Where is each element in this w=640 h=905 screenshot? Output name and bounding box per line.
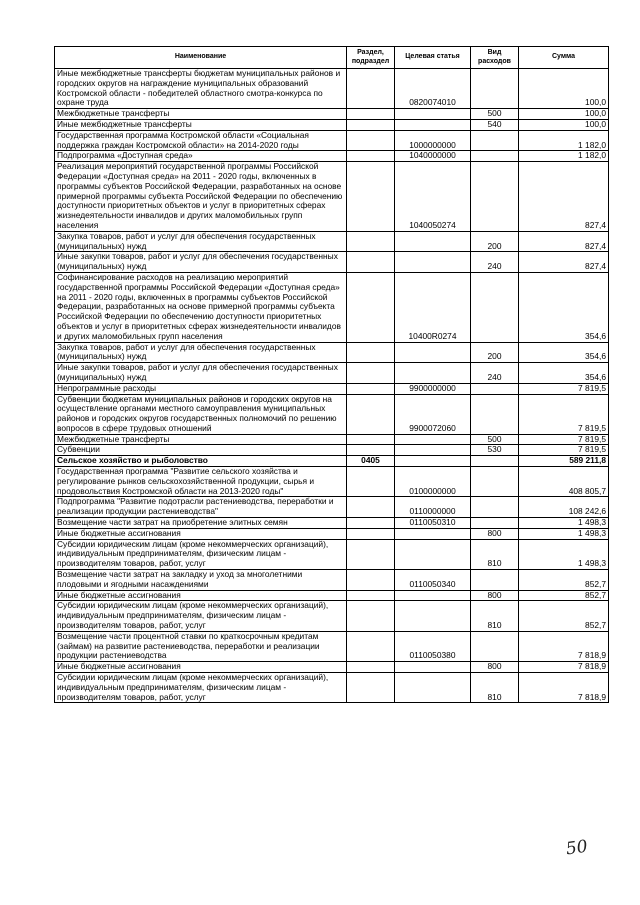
- page-number: 50: [564, 836, 589, 860]
- row-kind-cell: 530: [471, 445, 519, 456]
- row-article-cell: 9900000000: [395, 383, 471, 394]
- row-kind-cell: [471, 467, 519, 497]
- row-sum-cell: 1 498,3: [519, 518, 609, 529]
- row-article-cell: [395, 363, 471, 384]
- row-section-cell: [347, 363, 395, 384]
- row-sum-cell: 108 242,6: [519, 497, 609, 518]
- row-kind-cell: [471, 570, 519, 591]
- row-kind-cell: 810: [471, 673, 519, 703]
- budget-sheet: [54, 46, 608, 703]
- row-section-cell: [347, 130, 395, 151]
- row-kind-cell: 800: [471, 662, 519, 673]
- row-section-cell: [347, 109, 395, 120]
- row-section-cell: [347, 518, 395, 529]
- row-sum-cell: 7 819,5: [519, 434, 609, 445]
- row-kind-cell: [471, 631, 519, 661]
- table-row: [55, 590, 609, 601]
- row-article-cell: [395, 601, 471, 631]
- row-article-cell: 1040050274: [395, 162, 471, 232]
- row-name-cell: Закупка товаров, работ и услуг для обеспечения государственных (муниципальных) нужд: [55, 342, 347, 363]
- row-section-cell: [347, 590, 395, 601]
- row-kind-cell: 810: [471, 601, 519, 631]
- row-sum-cell: 100,0: [519, 119, 609, 130]
- table-row: [55, 130, 609, 151]
- row-section-cell: [347, 570, 395, 591]
- header-name: Наименование: [55, 47, 347, 69]
- table-row: [55, 383, 609, 394]
- row-name-cell: Межбюджетные трансферты: [55, 109, 347, 120]
- row-name-cell: Государственная программа "Развитие сельского хозяйства и регулирование рынков сельскохозяйственной продукции, сырья и продовольствия Костромской области на 2013-2020 годы": [55, 467, 347, 497]
- table-row: [55, 231, 609, 252]
- table-row: [55, 456, 609, 467]
- row-article-cell: 10400R0274: [395, 272, 471, 342]
- header-sum: Сумма: [519, 47, 609, 69]
- row-kind-cell: 240: [471, 252, 519, 273]
- row-sum-cell: 7 818,9: [519, 631, 609, 661]
- row-kind-cell: 810: [471, 539, 519, 569]
- row-section-cell: [347, 497, 395, 518]
- row-section-cell: [347, 231, 395, 252]
- row-kind-cell: 500: [471, 434, 519, 445]
- row-name-cell: Иные бюджетные ассигнования: [55, 528, 347, 539]
- row-article-cell: 9900072060: [395, 394, 471, 434]
- row-article-cell: 1000000000: [395, 130, 471, 151]
- row-sum-cell: 827,4: [519, 252, 609, 273]
- table-row: [55, 162, 609, 232]
- row-kind-cell: [471, 518, 519, 529]
- row-name-cell: Реализация мероприятий государственной программы Российской Федерации «Доступная среда» на 2011 - 2020 годы, включенных в программы субъектов Российской Федерации, разработанных на основе примерной программы субъекта Российской Федерации по обеспечению доступности приоритетных объектов и услуг в приоритетных сферах жизнедеятельности инвалидов и других маломобильных групп населения: [55, 162, 347, 232]
- row-sum-cell: 852,7: [519, 601, 609, 631]
- row-sum-cell: 7 819,5: [519, 383, 609, 394]
- row-article-cell: [395, 528, 471, 539]
- table-row: [55, 570, 609, 591]
- row-article-cell: 0110000000: [395, 497, 471, 518]
- row-name-cell: Сельское хозяйство и рыболовство: [55, 456, 347, 467]
- row-name-cell: Государственная программа Костромской области «Социальная поддержка граждан Костромской области» на 2014-2020 годы: [55, 130, 347, 151]
- table-row: [55, 394, 609, 434]
- row-article-cell: [395, 434, 471, 445]
- row-sum-cell: 1 498,3: [519, 528, 609, 539]
- row-sum-cell: 7 818,9: [519, 662, 609, 673]
- row-section-cell: [347, 151, 395, 162]
- row-name-cell: Софинансирование расходов на реализацию мероприятий государственной программы Российской Федерации «Доступная среда» на 2011 - 2020 годы, включенных в программы субъектов Российской Федерации, разработанных на основе примерной программы субъекта Российской Федерации по обеспечению доступности приоритетных объектов и услуг в приоритетных сферах жизнедеятельности инвалидов и других маломобильных групп населения: [55, 272, 347, 342]
- table-body: [55, 69, 609, 703]
- table-row: [55, 434, 609, 445]
- row-section-cell: [347, 528, 395, 539]
- row-sum-cell: 827,4: [519, 231, 609, 252]
- row-name-cell: Субсидии юридическим лицам (кроме некоммерческих организаций), индивидуальным предпринимателям, физическим лицам - производителям товаров, работ, услуг: [55, 673, 347, 703]
- header-section: Раздел, подраздел: [347, 47, 395, 69]
- row-article-cell: [395, 231, 471, 252]
- table-row: [55, 662, 609, 673]
- row-sum-cell: 1 498,3: [519, 539, 609, 569]
- row-kind-cell: [471, 383, 519, 394]
- row-article-cell: 1040000000: [395, 151, 471, 162]
- row-name-cell: Иные межбюджетные трансферты: [55, 119, 347, 130]
- row-article-cell: 0820074010: [395, 69, 471, 109]
- row-kind-cell: 540: [471, 119, 519, 130]
- table-row: [55, 518, 609, 529]
- row-section-cell: [347, 662, 395, 673]
- row-kind-cell: 800: [471, 528, 519, 539]
- row-article-cell: 0110050380: [395, 631, 471, 661]
- row-article-cell: [395, 590, 471, 601]
- row-section-cell: [347, 383, 395, 394]
- row-section-cell: [347, 467, 395, 497]
- row-name-cell: Межбюджетные трансферты: [55, 434, 347, 445]
- row-kind-cell: [471, 456, 519, 467]
- row-article-cell: [395, 662, 471, 673]
- row-sum-cell: 354,6: [519, 363, 609, 384]
- table-row: [55, 673, 609, 703]
- row-sum-cell: 7 818,9: [519, 673, 609, 703]
- row-sum-cell: 100,0: [519, 69, 609, 109]
- row-kind-cell: 500: [471, 109, 519, 120]
- table-row: [55, 445, 609, 456]
- row-article-cell: [395, 673, 471, 703]
- row-name-cell: Возмещение части процентной ставки по краткосрочным кредитам (займам) на развитие растениеводства, переработки и реализации продукции растениеводства: [55, 631, 347, 661]
- row-name-cell: Непрограммные расходы: [55, 383, 347, 394]
- row-article-cell: [395, 445, 471, 456]
- table-row: [55, 272, 609, 342]
- row-article-cell: [395, 109, 471, 120]
- row-name-cell: Иные закупки товаров, работ и услуг для обеспечения государственных (муниципальных) нужд: [55, 363, 347, 384]
- row-name-cell: Иные межбюджетные трансферты бюджетам муниципальных районов и городских округов на награждение муниципальных образований Костромской области - победителей областного смотра-конкурса по охране труда: [55, 69, 347, 109]
- table-row: [55, 252, 609, 273]
- budget-table: [54, 46, 609, 703]
- row-name-cell: Субвенции: [55, 445, 347, 456]
- row-section-cell: [347, 342, 395, 363]
- row-name-cell: Иные бюджетные ассигнования: [55, 662, 347, 673]
- row-section-cell: [347, 434, 395, 445]
- row-article-cell: 0110050340: [395, 570, 471, 591]
- row-article-cell: 0110050310: [395, 518, 471, 529]
- row-article-cell: [395, 456, 471, 467]
- row-sum-cell: 408 805,7: [519, 467, 609, 497]
- header-kind: Вид расходов: [471, 47, 519, 69]
- table-row: [55, 151, 609, 162]
- row-sum-cell: 100,0: [519, 109, 609, 120]
- row-name-cell: Возмещение части затрат на закладку и уход за многолетними плодовыми и ягодными насаждениями: [55, 570, 347, 591]
- row-section-cell: [347, 119, 395, 130]
- row-section-cell: [347, 445, 395, 456]
- row-article-cell: [395, 539, 471, 569]
- row-kind-cell: [471, 69, 519, 109]
- table-row: [55, 539, 609, 569]
- row-kind-cell: 240: [471, 363, 519, 384]
- row-section-cell: [347, 69, 395, 109]
- row-kind-cell: 200: [471, 231, 519, 252]
- row-kind-cell: 800: [471, 590, 519, 601]
- row-article-cell: [395, 342, 471, 363]
- row-name-cell: Субсидии юридическим лицам (кроме некоммерческих организаций), индивидуальным предпринимателям, физическим лицам - производителям товаров, работ, услуг: [55, 539, 347, 569]
- row-name-cell: Подпрограмма "Развитие подотрасли растениеводства, переработки и реализации продукции растениеводства": [55, 497, 347, 518]
- row-sum-cell: 354,6: [519, 342, 609, 363]
- row-sum-cell: 827,4: [519, 162, 609, 232]
- table-row: [55, 119, 609, 130]
- table-row: [55, 467, 609, 497]
- table-row: [55, 497, 609, 518]
- row-section-cell: [347, 252, 395, 273]
- row-sum-cell: 7 819,5: [519, 394, 609, 434]
- row-sum-cell: 354,6: [519, 272, 609, 342]
- table-row: [55, 363, 609, 384]
- row-section-cell: [347, 601, 395, 631]
- row-section-cell: [347, 539, 395, 569]
- row-kind-cell: [471, 162, 519, 232]
- row-kind-cell: [471, 394, 519, 434]
- row-kind-cell: 200: [471, 342, 519, 363]
- row-section-cell: 0405: [347, 456, 395, 467]
- header-article: Целевая статья: [395, 47, 471, 69]
- row-article-cell: [395, 119, 471, 130]
- row-sum-cell: 852,7: [519, 590, 609, 601]
- row-name-cell: Возмещение части затрат на приобретение элитных семян: [55, 518, 347, 529]
- row-sum-cell: 852,7: [519, 570, 609, 591]
- row-sum-cell: 1 182,0: [519, 151, 609, 162]
- table-row: [55, 342, 609, 363]
- table-row: [55, 631, 609, 661]
- row-kind-cell: [471, 497, 519, 518]
- row-article-cell: 0100000000: [395, 467, 471, 497]
- row-sum-cell: 589 211,8: [519, 456, 609, 467]
- row-sum-cell: 7 819,5: [519, 445, 609, 456]
- table-row: [55, 601, 609, 631]
- row-kind-cell: [471, 151, 519, 162]
- row-name-cell: Закупка товаров, работ и услуг для обеспечения государственных (муниципальных) нужд: [55, 231, 347, 252]
- row-name-cell: Иные бюджетные ассигнования: [55, 590, 347, 601]
- row-name-cell: Субсидии юридическим лицам (кроме некоммерческих организаций), индивидуальным предпринимателям, физическим лицам - производителям товаров, работ, услуг: [55, 601, 347, 631]
- row-name-cell: Иные закупки товаров, работ и услуг для обеспечения государственных (муниципальных) нужд: [55, 252, 347, 273]
- row-kind-cell: [471, 272, 519, 342]
- table-row: [55, 528, 609, 539]
- table-row: [55, 109, 609, 120]
- row-section-cell: [347, 162, 395, 232]
- row-sum-cell: 1 182,0: [519, 130, 609, 151]
- row-section-cell: [347, 673, 395, 703]
- row-name-cell: Субвенции бюджетам муниципальных районов и городских округов на осуществление органами местного самоуправления муниципальных районов и городских округов государственных полномочий по решению вопросов в сфере трудовых отношений: [55, 394, 347, 434]
- row-name-cell: Подпрограмма «Доступная среда»: [55, 151, 347, 162]
- row-kind-cell: [471, 130, 519, 151]
- row-section-cell: [347, 394, 395, 434]
- row-article-cell: [395, 252, 471, 273]
- row-section-cell: [347, 272, 395, 342]
- table-header-row: [55, 47, 609, 69]
- table-row: [55, 69, 609, 109]
- row-section-cell: [347, 631, 395, 661]
